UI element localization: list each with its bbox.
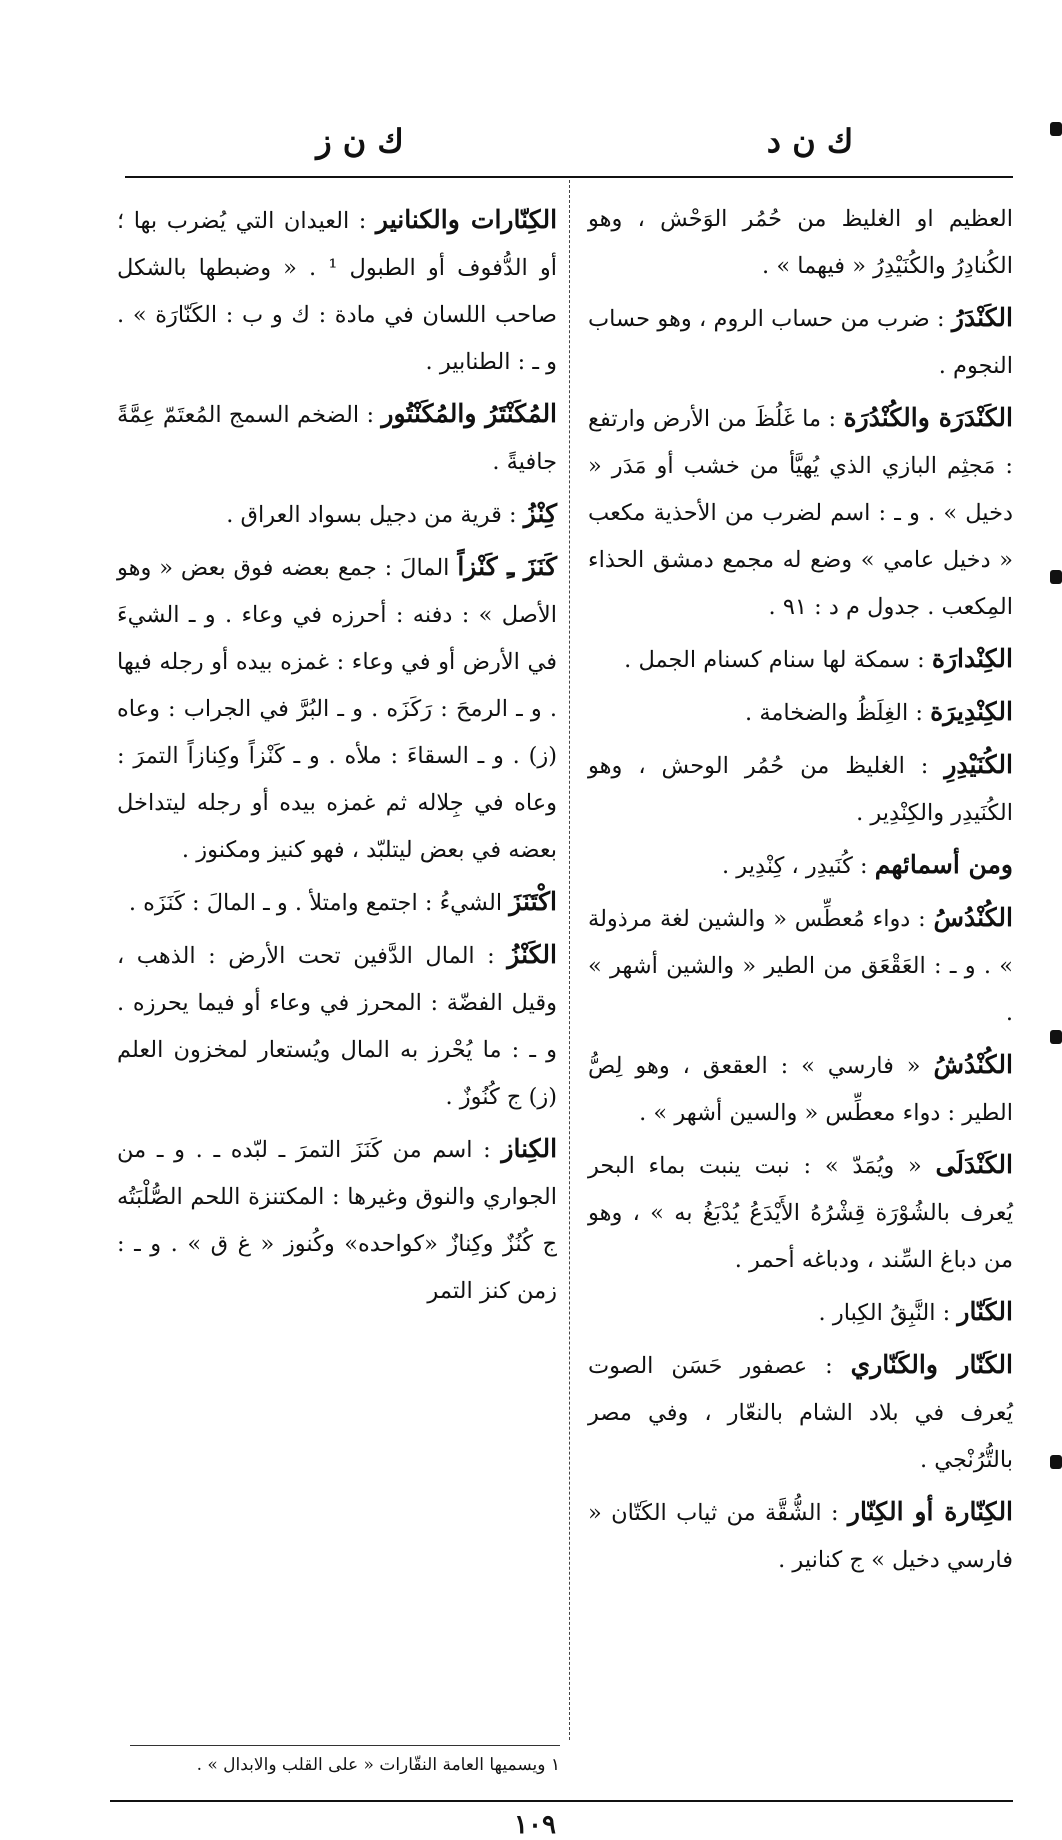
entry-headword: الكُنْدُشُ [933,1050,1013,1079]
left-column [117,196,557,1319]
entry-headword: الكَنّار [957,1297,1013,1326]
edge-mark [1050,122,1062,136]
entry-definition: : النَّبِقُ الكِبار . [818,1300,951,1326]
entry-definition: المالَ : جمع بعضه فوق بعض « وهو الأصل » : دفنه : أحرزه في وعاء . و ـ الشيءَ في الأرض أو في وعاء : غمزه بيده أو رجله فيها . و ـ الرمحَ : رَكَزَه . و ـ البُرَّ في الجراب : وعاه (ز) . و ـ السقاءَ : ملأه . و ـ كَنْزاً وكِنازاً التمرَ : وعاه في جِلاله ثم غمزه بيده أو رجله ليتداخل بعضه في بعض ليتلبّد ، فهو كنيز ومكنوز . [117,555,557,863]
entry-definition: : اسم من كَنَزَ التمرَ ـ لبّده ـ . و ـ من الجواري والنوق وغيرها : المكتنزة اللحم الصُّلْبَتُه ج كُنُزٌ وكِنازٌ «كواحده» وكُنوز « غ ق » . و ـ : زمن كنز التمر [117,1137,557,1304]
running-head-right: ك ن د [766,122,854,160]
entry-definition: : كُنَيدِر ، كِنْدِير . [722,853,868,879]
dictionary-entry [588,1341,1013,1484]
dictionary-entry [588,841,1013,890]
entry-headword: الكَنْدَرَة والكُنْدُرَة [843,403,1013,432]
dictionary-entry [588,1288,1013,1337]
dictionary-entry [117,490,557,539]
page-number: ١٠٩ [514,1810,556,1840]
entry-definition: الشيءُ : اجتمع وامتلأ . و ـ المالَ : كَنَزَه . [128,890,503,916]
entry-definition: : دواء مُعطِّس « والشين لغة مرذولة » . و ـ : العَقْعَق من الطير « والشين أشهر » . [588,906,1013,1026]
footnote-rule [130,1745,560,1746]
dictionary-entry [588,294,1013,390]
entry-definition: : ما غَلُظَ من الأرض وارتفع : مَجثِم البازي الذي يُهيَّأ من خشب أو مَدَر « دخيل » . و ـ : اسم لضرب من الأحذية مكعب « دخيل عامي » وضع له مجمع دمشق الحذاء المِكعب . جدول م د : ٩١ . [588,406,1013,620]
dictionary-entry [117,878,557,927]
header-rule [125,176,1013,178]
entry-headword: الكِنّارة أو الكِنّار [847,1497,1014,1526]
entry-definition: : الشُّقَّة من ثياب الكَتّان « فارسي دخيل » ج كنانير . [588,1500,1013,1573]
entry-definition: : ضرب من حساب الروم ، وهو حساب النجوم . [588,306,1013,379]
dictionary-entry [588,688,1013,737]
entry-headword: الكِنْدارَة [931,644,1013,673]
entry-definition: : قرية من دجيل بسواد العراق . [226,502,517,528]
entry-definition: العظيم او الغليظ من حُمُر الوَحْش ، وهو الكُنادِرُ والكُنَيْدِرُ « فيهما » . [588,206,1013,279]
entry-definition: : العيدان التي يُضرب بها ؛ أو الدُّفوف أو الطبول ¹ . « وضبطها بالشكل صاحب اللسان في مادة : ك و ب : الكَنّارَة » . و ـ : الطنابير . [117,208,557,375]
entry-headword: الكِنّارات والكنانير [375,205,558,234]
entry-headword: ومن أسمائهم [874,850,1013,879]
entry-definition: : الغِلَظُ والضخامة . [745,700,923,726]
entry-headword: المُكَنْتَرُ والمُكَنْتُور [381,399,558,428]
edge-mark [1050,570,1062,584]
dictionary-entry [588,741,1013,837]
entry-headword: الكَنْزُ [507,940,557,969]
dictionary-entry [588,635,1013,684]
column-divider [569,180,570,1740]
dictionary-entry [117,390,557,486]
entry-definition: : سمكة لها سنام كسنام الجمل . [624,647,925,673]
right-column [588,196,1013,1588]
footnote: ١ ويسميها العامة النقّارات « على القلب والابدال » . [196,1755,560,1775]
running-head-left: ك ن ز [316,122,404,160]
dictionary-entry [117,931,557,1121]
entry-definition: : الغليظ من حُمُر الوحش ، وهو الكُنَيدِر والكِنْدِير . [588,753,1013,826]
dictionary-entry [588,394,1013,631]
footer-rule [110,1800,1013,1802]
dictionary-entry [588,894,1013,1037]
entry-definition: « ويُمَدّ » : نبت ينبت بماء البحر يُعرف بالشُوْرَة قِشْرُهُ الأَيْدَعُ يُدْبَغُ به » ، وهو من دباغ السِّند ، ودباغه أحمر . [588,1153,1013,1273]
entry-headword: كَنَزَ ـِ كَنْزاً [457,552,557,581]
entry-definition: : عصفور حَسَن الصوت يُعرف في بلاد الشام بالنعّار ، وفي مصر بالتُّرُنْجي . [588,1353,1013,1473]
entry-definition: : المال الدَّفين تحت الأرض : الذهب ، وقيل الفضّة : المحرز في وعاء أو فيما يحرزه . و ـ : ما يُحْرز به المال ويُستعار لمخزون العلم (ز) ج كُنُوزٌ . [117,943,557,1110]
entry-headword: الكَنْدَلَى [935,1150,1013,1179]
dictionary-entry [588,1488,1013,1584]
edge-mark [1050,1455,1062,1469]
entry-headword: الكُنْدُسُ [933,903,1013,932]
entry-headword: الكُنَيْدِرِ [944,750,1013,779]
dictionary-entry [588,1141,1013,1284]
edge-mark [1050,1030,1062,1044]
entry-headword: الكِناز [501,1134,558,1163]
entry-headword: اكْتَنَزَ [509,887,557,916]
entry-headword: الكَنْدَرُ [951,303,1013,332]
entry-headword: الكِنْدِيرَة [930,697,1013,726]
dictionary-entry [117,196,557,386]
entry-definition: « فارسي » : العقعق ، وهو لِصُّ الطير : دواء معطِّس « والسين أشهر » . [588,1053,1013,1126]
dictionary-entry [588,196,1013,290]
dictionary-entry [117,1125,557,1315]
entry-definition: : الضخم السمج المُعتَمّ عِمَّةً جافيةً . [117,402,557,475]
dictionary-entry [588,1041,1013,1137]
entry-headword: كِنْزُ [523,499,557,528]
entry-headword: الكَنّار والكَنّاري [850,1350,1013,1379]
dictionary-entry [117,543,557,874]
